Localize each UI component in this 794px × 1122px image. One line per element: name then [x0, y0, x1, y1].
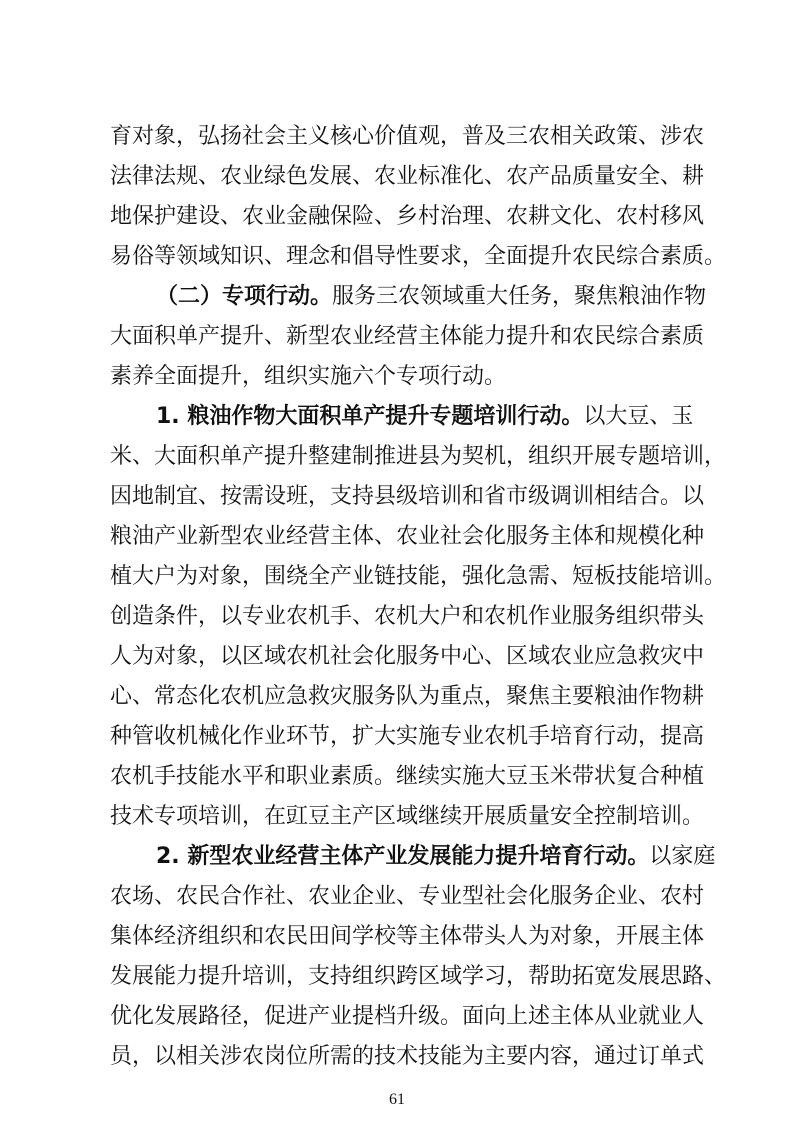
text-line: 大面积单产提升、新型农业经营主体能力提升和农民综合素质 [110, 324, 705, 349]
text-line: 植大户为对象，围绕全产业链技能，强化急需、短板技能培训。 [110, 564, 727, 589]
subsection-heading-line [156, 837, 716, 877]
text-line: 农机手技能水平和职业素质。继续实施大豆玉米带状复合种植 [110, 764, 705, 789]
text-line: 地保护建设、农业金融保险、乡村治理、农耕文化、农村移风 [110, 204, 705, 229]
text-line: 集体经济组织和农民田间学校等主体带头人为对象，开展主体 [110, 924, 705, 949]
text-span: 服务三农领域重大任务，聚焦粮油作物 [332, 284, 707, 309]
text-span: 以大豆、玉 [583, 404, 694, 429]
text-line: 心、常态化农机应急救灾服务队为重点，聚焦主要粮油作物耕 [110, 684, 705, 709]
section-heading-line [156, 277, 707, 317]
text-line: 米、大面积单产提升整建制推进县为契机，组织开展专题培训， [110, 444, 727, 469]
subsection-heading-line [156, 397, 694, 437]
subsection-heading: 2. 新型农业经营主体产业发展能力提升培育行动。 [156, 844, 650, 869]
subsection-heading: 1. 粮油作物大面积单产提升专题培训行动。 [156, 404, 584, 429]
text-line: 人为对象，以区域农机社会化服务中心、区域农业应急救灾中 [110, 644, 705, 669]
page-number: 61 [389, 1091, 405, 1108]
text-line: 技术专项培训，在豇豆主产区域继续开展质量安全控制培训。 [110, 804, 705, 829]
text-line: 法律法规、农业绿色发展、农业标准化、农产品质量安全、耕 [110, 164, 705, 189]
section-heading: （二）专项行动。 [156, 284, 333, 309]
text-line: 发展能力提升培训，支持组织跨区域学习，帮助拓宽发展思路、 [110, 964, 727, 989]
text-line: 粮油产业新型农业经营主体、农业社会化服务主体和规模化种 [110, 524, 705, 549]
text-line: 因地制宜、按需设班，支持县级培训和省市级调训相结合。以 [110, 484, 705, 509]
text-line: 素养全面提升，组织实施六个专项行动。 [110, 364, 507, 389]
text-line: 易俗等领域知识、理念和倡导性要求，全面提升农民综合素质。 [110, 244, 727, 269]
text-line: 育对象，弘扬社会主义核心价值观，普及三农相关政策、涉农 [110, 124, 705, 149]
text-line: 员，以相关涉农岗位所需的技术技能为主要内容，通过订单式 [110, 1044, 705, 1069]
text-line: 创造条件，以专业农机手、农机大户和农机作业服务组织带头 [110, 604, 705, 629]
text-line: 优化发展路径，促进产业提档升级。面向上述主体从业就业人 [110, 1004, 705, 1029]
text-span: 以家庭 [649, 844, 716, 869]
text-line: 农场、农民合作社、农业企业、专业型社会化服务企业、农村 [110, 884, 705, 909]
text-line: 种管收机械化作业环节，扩大实施专业农机手培育行动，提高 [110, 724, 705, 749]
